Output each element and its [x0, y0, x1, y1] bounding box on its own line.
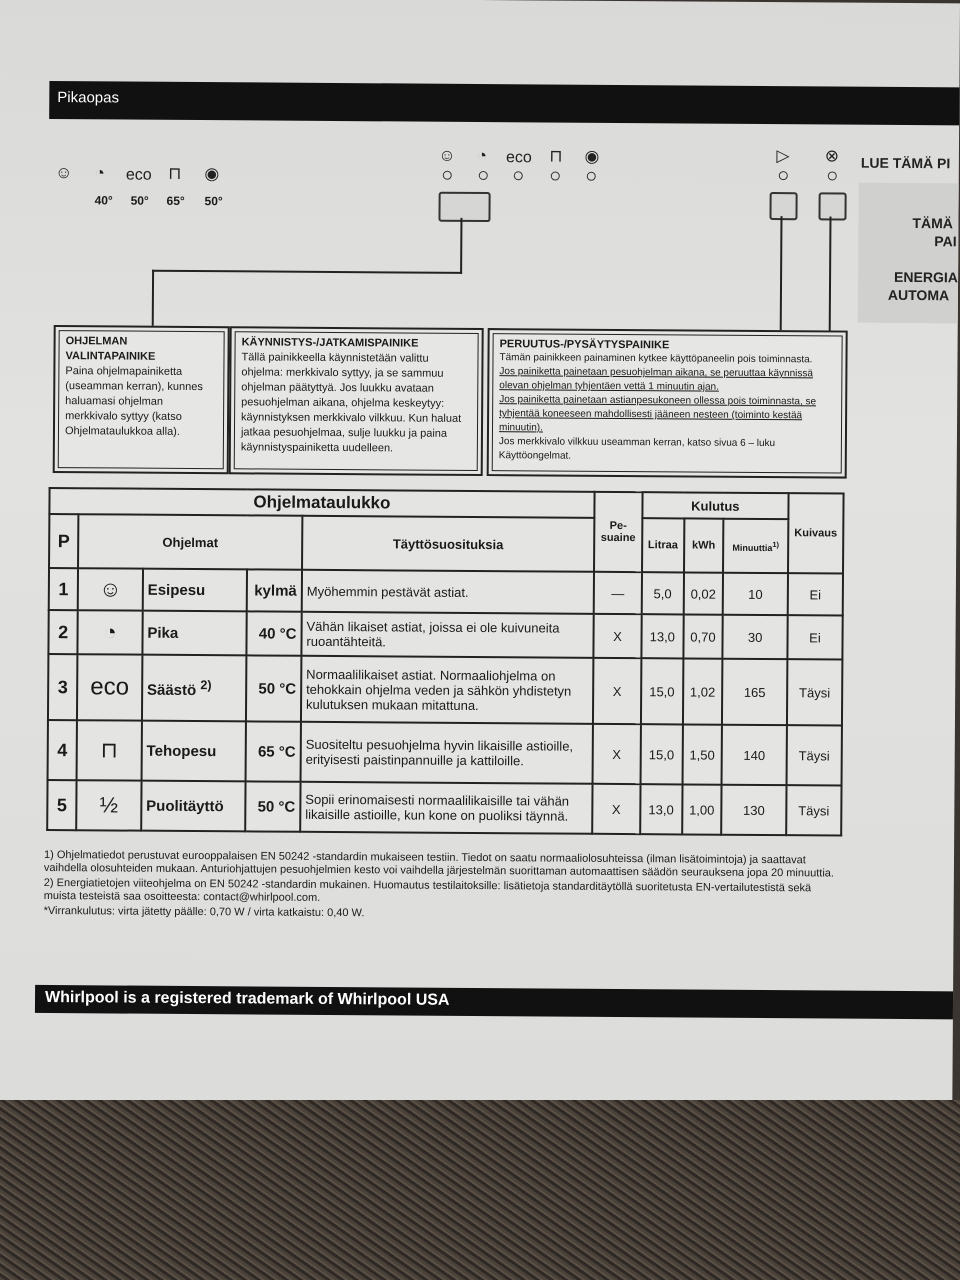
- cancel-button-box: [487, 328, 848, 479]
- box-title: OHJELMAN: [65, 335, 128, 348]
- eco-icon: eco: [505, 149, 532, 167]
- box-text: Paina ohjelmapainiketta (useamman kerran), kunnes haluamasi ohjelman merkkivalo syttyy (katso Ohjelmataulukkoa alla).: [64, 365, 203, 438]
- box-text: Jos painiketta painetaan astianpesukoneen ollessa pois toiminnasta, se tyhjentää koneeseen mahdollisesti jääneen nesteen (toiminto kestää minuutin).: [498, 394, 817, 434]
- kwh-cell: 1,02: [683, 658, 723, 724]
- litres-cell: 13,0: [641, 614, 683, 658]
- quick-icon: ◔: [476, 145, 488, 166]
- table-row: [47, 780, 841, 836]
- program-tip: Vähän likaiset astiat, joissa ei ole kuivuneita ruoantähteitä.: [301, 612, 593, 658]
- col-consumption: Kulutus: [642, 492, 788, 519]
- side-text: AUTOMA: [887, 286, 950, 304]
- prewash-icon: ☺: [55, 163, 73, 183]
- page-title: Pikaopas: [57, 89, 120, 107]
- program-temp: 50 °C: [246, 655, 301, 721]
- row-number: 2: [48, 610, 77, 654]
- start-led: [779, 171, 788, 180]
- footnotes: [44, 849, 844, 926]
- col-minutes: [723, 519, 788, 573]
- play-icon: ▷: [776, 146, 790, 166]
- table-title: Ohjelmataulukko: [49, 488, 594, 518]
- box-text: Tällä painikkeella käynnistetään valittu ohjelma: merkkivalo syttyy, ja se sammuu ohjelman päätyttyä. Jos luukku avataan pesuohjelman aikana, ohjelma keskeytyy: käynnistyksen merkkivalo vilkkuu. Kun haluat jatkaa pesuohjelmaa, sulje luukku ja paina käynnistyspainiketta uudelleen.: [240, 351, 462, 455]
- connector-line: [780, 216, 783, 332]
- drying-cell: Ei: [787, 615, 842, 659]
- row-number: 3: [48, 654, 78, 720]
- minutes-cell: 10: [723, 573, 788, 615]
- litres-cell: 15,0: [640, 724, 682, 784]
- minutes-cell: 165: [722, 659, 787, 725]
- litres-cell: 13,0: [640, 784, 682, 834]
- box-title: KÄYNNISTYS-/JATKAMISPAINIKE: [241, 336, 419, 350]
- drying-cell: Täysi: [786, 725, 842, 785]
- temp-label: 65°: [166, 193, 185, 208]
- col-litres: Litraa: [642, 518, 684, 572]
- program-temp: kylmä: [247, 569, 302, 611]
- program-temp: 65 °C: [246, 721, 301, 781]
- trademark-text: Whirlpool is a registered trademark of Whirlpool USA: [44, 988, 450, 1009]
- eco-icon: eco: [77, 654, 142, 720]
- drying-cell: Ei: [788, 573, 843, 615]
- program-led: [443, 171, 452, 180]
- detergent-cell: X: [592, 784, 640, 834]
- detergent-cell: X: [592, 724, 640, 784]
- box-text: Jos merkkivalo vilkkuu useamman kerran, katso sivua 6 – luku Käyttöongelmat.: [498, 436, 776, 462]
- col-detergent: Pe-suaine: [594, 492, 643, 572]
- program-tip: Sopii erinomaisesti normaalilikaisille tai vähän likaisille astioille, kun kone on puoliksi täynnä.: [300, 782, 592, 834]
- quick-icon: ◔: [78, 610, 143, 654]
- program-name: Tehopesu: [141, 721, 246, 782]
- cancel-led: [828, 171, 837, 180]
- drying-cell: Täysi: [787, 659, 843, 725]
- program-name-text: Säästö: [146, 681, 197, 699]
- cancel-icon: ⊗: [824, 146, 840, 166]
- half-load-icon: ◉: [584, 146, 600, 166]
- prewash-icon: ☺: [78, 568, 143, 610]
- litres-cell: 5,0: [642, 572, 684, 614]
- start-button[interactable]: [769, 192, 797, 220]
- side-text: LUE TÄMÄ PI: [860, 154, 951, 172]
- col-minutes-label: Minuuttia: [732, 542, 773, 553]
- program-led: [587, 172, 596, 181]
- kwh-cell: 1,00: [682, 784, 722, 834]
- table-row: [48, 610, 842, 660]
- col-tips: Täyttösuosituksia: [302, 516, 594, 572]
- half-load-icon: ½: [76, 780, 141, 830]
- connector-line: [829, 216, 832, 332]
- temp-label: 50°: [204, 194, 223, 209]
- eco-icon: eco: [125, 166, 152, 184]
- cancel-button[interactable]: [818, 192, 846, 220]
- connector-line: [460, 218, 462, 274]
- program-select-button[interactable]: [438, 192, 490, 222]
- intensive-icon: ⊓: [168, 163, 182, 183]
- col-p: P: [49, 514, 79, 568]
- program-temp: 50 °C: [245, 781, 300, 831]
- litres-cell: 15,0: [641, 658, 683, 724]
- quick-icon: ◔: [94, 163, 105, 183]
- detergent-cell: X: [593, 658, 641, 724]
- footer-bar: [35, 985, 953, 1019]
- half-load-icon: ◉: [204, 164, 220, 184]
- program-temp: 40 °C: [247, 611, 302, 655]
- drying-cell: Täysi: [786, 785, 841, 835]
- program-led: [479, 171, 488, 180]
- program-name: [142, 655, 247, 722]
- program-led: [551, 171, 560, 180]
- intensive-icon: ⊓: [549, 146, 563, 166]
- program-tip: Normaalilikaiset astiat. Normaaliohjelma on tehokkain ohjelma veden ja sähkön yhdistetyn kulutuksen mukaan mitattuna.: [301, 656, 593, 724]
- minutes-cell: 30: [723, 615, 788, 659]
- carpet-background: [0, 1100, 960, 1280]
- col-drying: Kuivaus: [788, 493, 844, 573]
- program-tip: Myöhemmin pestävät astiat.: [302, 570, 594, 614]
- table-row: [48, 654, 842, 726]
- program-name: Pika: [142, 611, 247, 656]
- connector-line: [152, 270, 462, 274]
- program-tip: Suositeltu pesuohjelma hyvin likaisille astioille, erityisesti paistinpannuille ja kattiloille.: [300, 722, 592, 784]
- footnote: 1) Ohjelmatiedot perustuvat eurooppalaisen EN 50242 -standardin mukaiseen testiin. Tiedot on saatu normaaliolosuhteissa (ilman lisätoimintoja) ja saattavat vaihdella olosuhteiden mukaan. Anturiohjattujen pesuohjelmien kesto voi vaihdella järjestelmän suorittaman automaattisen säädön seurauksena jopa 20 minuuttia.: [43, 848, 835, 880]
- program-button-box: [53, 325, 230, 474]
- prewash-icon: ☺: [438, 145, 456, 165]
- side-text: ENERGIA: [894, 268, 958, 286]
- table-row: [49, 568, 843, 616]
- kwh-cell: 0,02: [683, 572, 723, 614]
- detergent-cell: —: [594, 572, 642, 614]
- side-text: TÄMÄ: [912, 215, 953, 232]
- box-title: PERUUTUS-/PYSÄYTYSPAINIKE: [499, 338, 670, 352]
- table-row: [48, 720, 842, 786]
- col-minutes-note: 1): [772, 539, 780, 549]
- footnote: *Virrankulutus: virta jätetty päälle: 0,70 W / virta katkaistu: 0,40 W.: [43, 904, 365, 920]
- box-text: Jos painiketta painetaan pesuohjelman aikana, se peruuttaa käynnissä olevan ohjelman tyhjentäen vettä 1 minuutin ajan.: [499, 366, 813, 393]
- temp-label: 50°: [130, 193, 149, 208]
- box-title: VALINTAPAINIKE: [65, 350, 156, 363]
- program-name-note: 2): [200, 677, 212, 692]
- row-number: 1: [49, 568, 78, 610]
- kwh-cell: 0,70: [683, 614, 723, 658]
- temp-label: 40°: [94, 193, 113, 208]
- col-kwh: kWh: [684, 518, 724, 572]
- header-bar: [49, 81, 959, 125]
- box-text: Tämän painikkeen painaminen kytkee käyttöpaneelin pois toiminnasta.: [499, 352, 813, 366]
- kwh-cell: 1,50: [682, 724, 722, 784]
- connector-line: [152, 270, 154, 330]
- minutes-cell: 130: [721, 785, 786, 835]
- side-text: PAI: [934, 233, 957, 250]
- program-table: [46, 487, 844, 837]
- program-name: Puolitäyttö: [141, 781, 246, 832]
- col-programs: Ohjelmat: [78, 514, 302, 570]
- minutes-cell: 140: [722, 725, 787, 785]
- start-button-box: [229, 326, 484, 476]
- row-number: 5: [47, 780, 77, 830]
- footnote: 2) Energiatietojen viiteohjelma on EN 50242 -standardin mukainen. Huomautus testilaitoksille: lisätietoja standarditäytöllä suoritetusta EN-vertailutestistä sekä muista testeistä saa osoitteesta: contact@whirlpool.com.: [43, 876, 812, 904]
- row-number: 4: [48, 720, 78, 780]
- detergent-cell: X: [593, 614, 641, 658]
- program-led: [514, 171, 523, 180]
- intensive-icon: ⊓: [77, 720, 142, 780]
- program-name: Esipesu: [143, 569, 248, 612]
